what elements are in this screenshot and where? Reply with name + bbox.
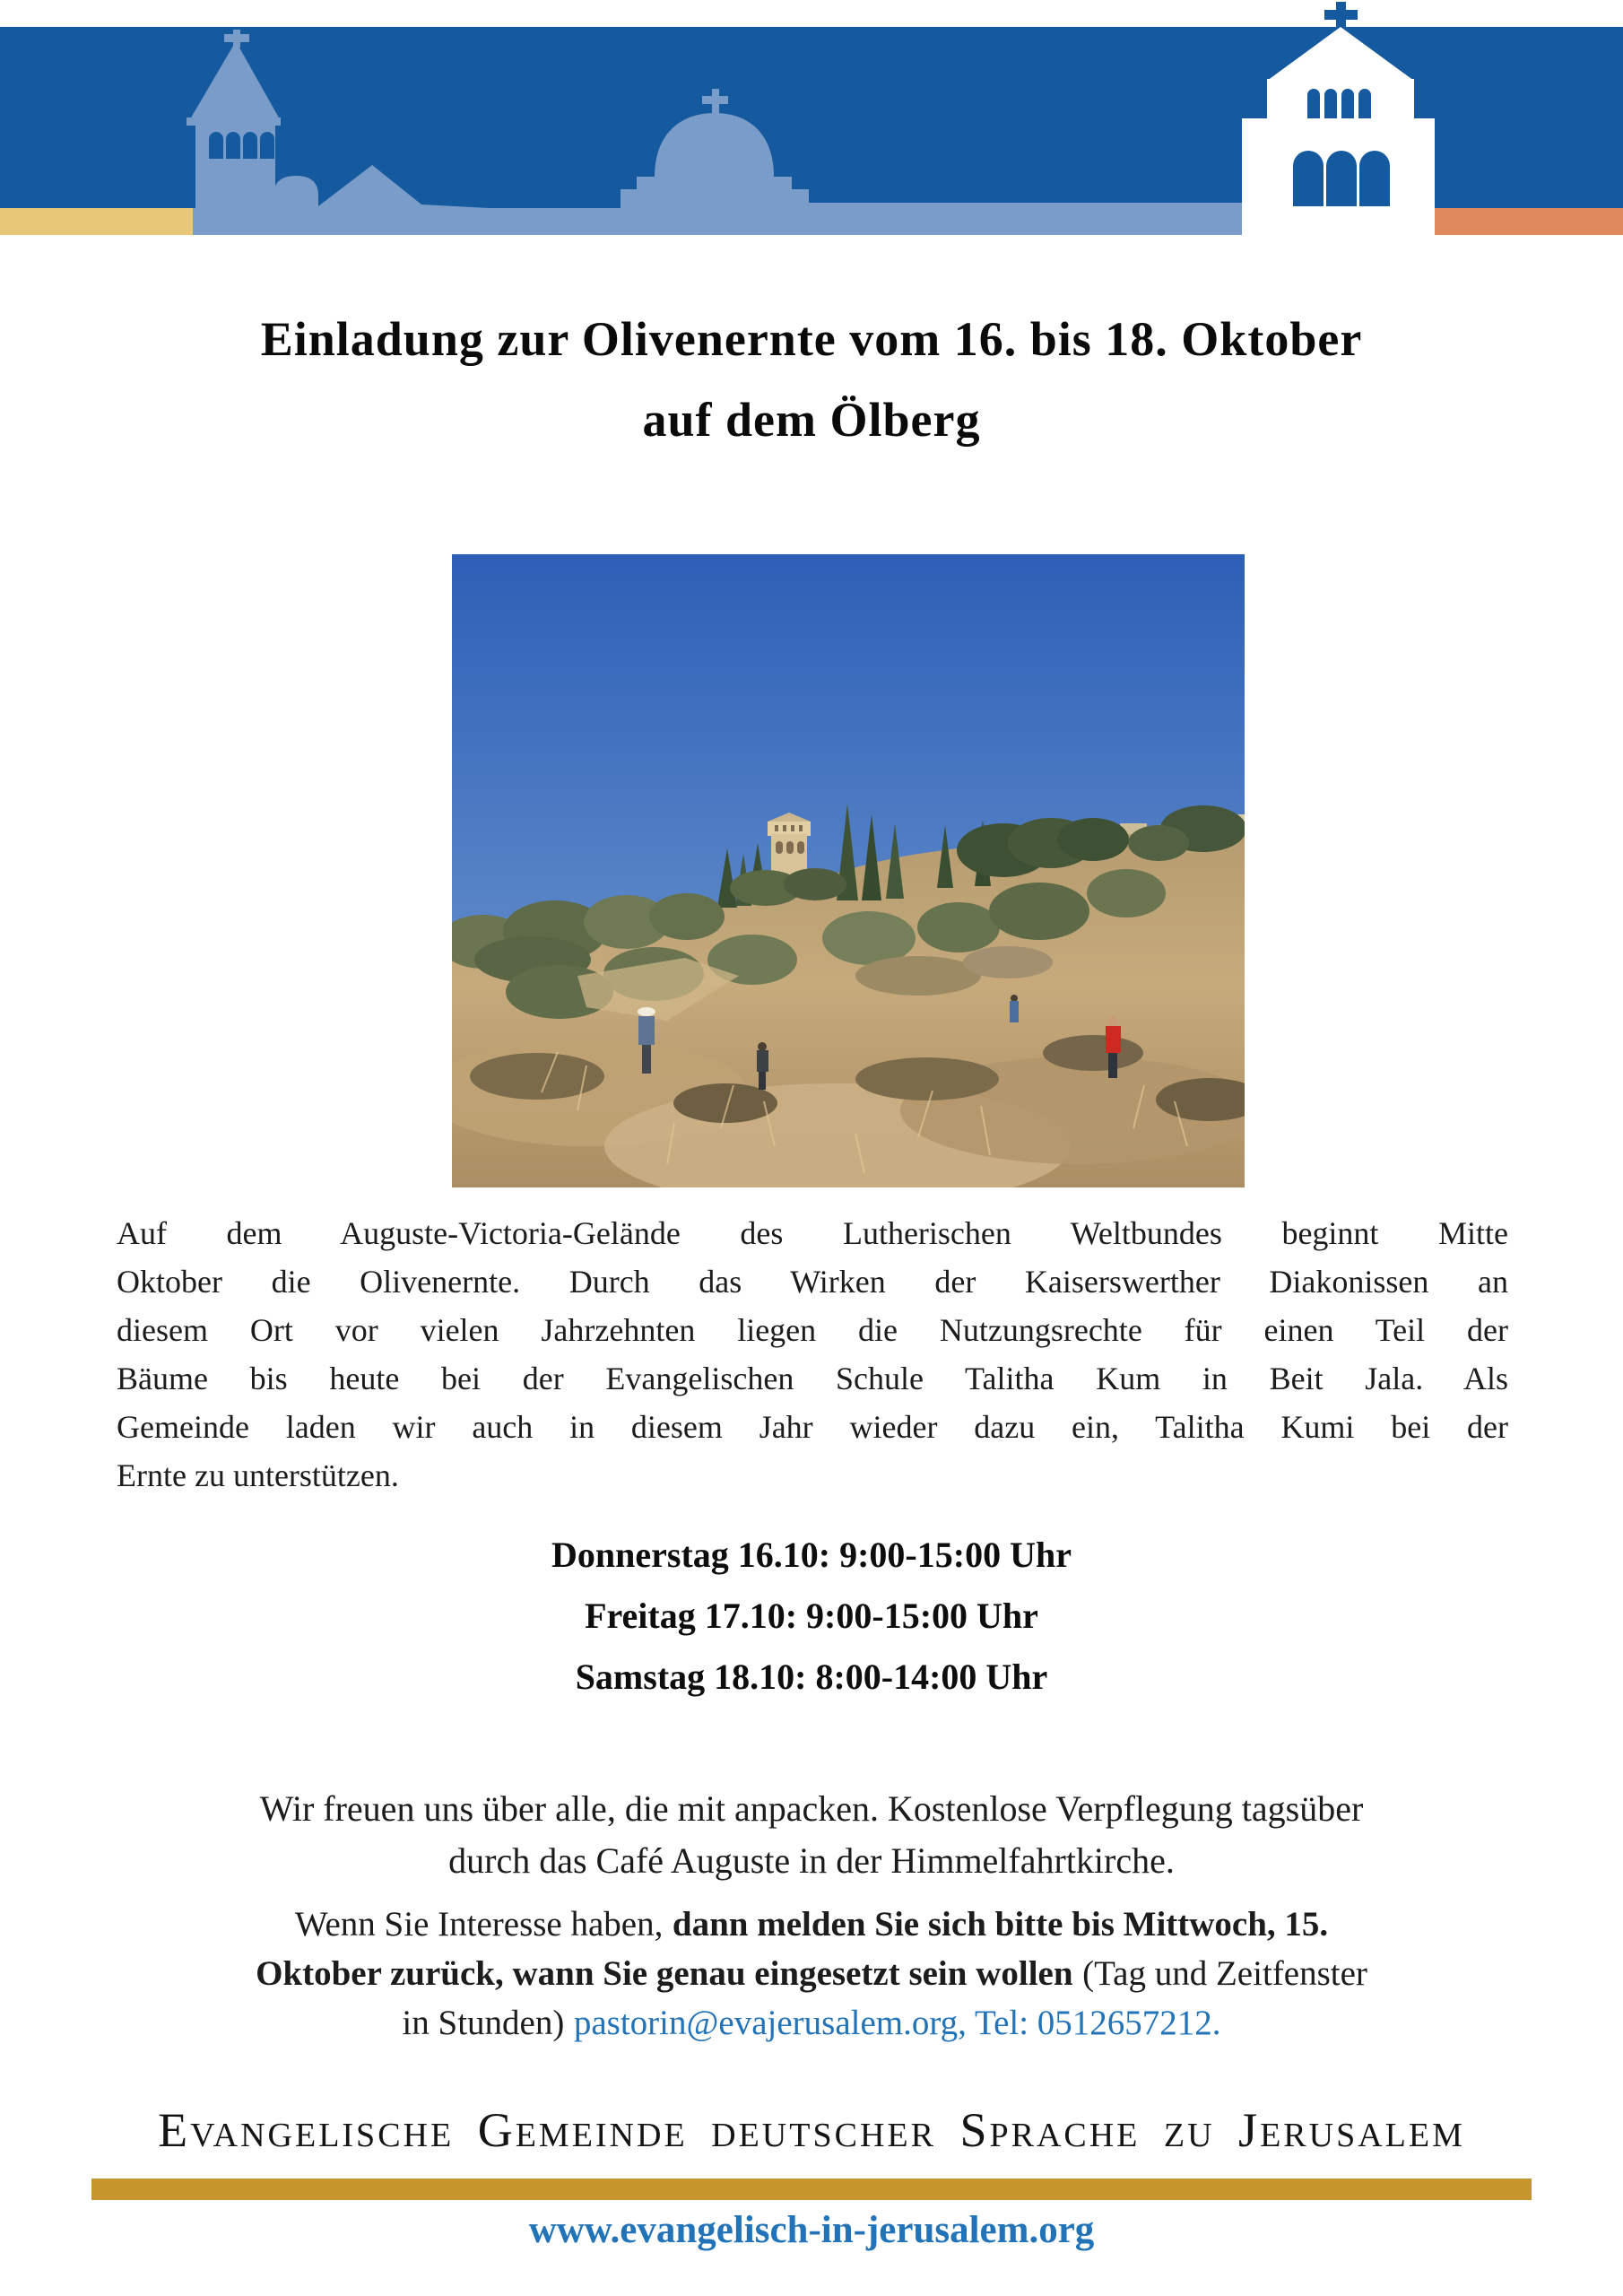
paragraph-line: Gemeinde laden wir auch in diesem Jahr wieder dazu ein, Talitha Kumi bei der xyxy=(117,1409,1508,1445)
paragraph-line: Bäume bis heute bei der Evangelischen Schule Talitha Kum in Beit Jala. Als xyxy=(117,1361,1508,1396)
info-line: durch das Café Auguste in der Himmelfahrtkirche. xyxy=(448,1840,1175,1881)
contact-line-3 xyxy=(0,1998,1623,2048)
organization-name: Evangelische Gemeinde deutscher Sprache zu Jerusalem xyxy=(158,2103,1465,2157)
paragraph-line: Auf dem Auguste-Victoria-Gelände des Lutherischen Weltbundes beginnt Mitte xyxy=(117,1215,1508,1251)
contact-email-link[interactable]: pastorin@evajerusalem.org, Tel: 0512657212. xyxy=(573,2004,1221,2042)
contact-line1-bold: dann melden Sie sich bitte bis Mittwoch, 15. xyxy=(672,1905,1329,1944)
schedule-line-saturday: Samstag 18.10: 8:00-14:00 Uhr xyxy=(575,1657,1048,1697)
contact-line1-regular: Wenn Sie Interesse haben, xyxy=(294,1905,664,1944)
harvest-schedule xyxy=(0,1525,1623,1708)
website-link[interactable]: www.evangelisch-in-jerusalem.org xyxy=(528,2209,1095,2251)
schedule-line-thursday: Donnerstag 16.10: 9:00-15:00 Uhr xyxy=(551,1535,1072,1575)
header-banner xyxy=(0,0,1623,235)
contact-line-1 xyxy=(0,1900,1623,1949)
right-tower-windows xyxy=(1293,151,1390,206)
contact-line2-regular: (Tag und Zeitfenster xyxy=(1082,1954,1367,1993)
paragraph-line: Oktober die Olivenernte. Durch das Wirken der Kaiserswerther Diakonissen an xyxy=(117,1264,1508,1300)
contact-line-2 xyxy=(0,1949,1623,1998)
page-title xyxy=(0,299,1623,460)
paragraph-line: diesem Ort vor vielen Jahrzehnten liegen die Nutzungsrechte für einen Teil der xyxy=(117,1312,1508,1348)
schedule-line-friday: Freitag 17.10: 9:00-15:00 Uhr xyxy=(585,1596,1038,1636)
contact-line2-bold: Oktober zurück, wann Sie genau eingesetzt sein wollen xyxy=(256,1954,1073,1993)
skyline-hill-dome xyxy=(273,176,318,235)
contact-line3-regular: in Stunden) xyxy=(402,2004,565,2042)
contact-text xyxy=(0,1900,1623,2048)
yellow-stripe xyxy=(0,208,193,235)
info-text xyxy=(0,1783,1623,1887)
orange-stripe xyxy=(1435,208,1623,235)
info-line: Wir freuen uns über alle, die mit anpacken. Kostenlose Verpflegung tagsüber xyxy=(259,1788,1364,1829)
title-line-1: Einladung zur Olivenernte vom 16. bis 18. Oktober xyxy=(260,312,1363,366)
olive-harvest-photo xyxy=(452,554,1245,1187)
skyline-rooftops xyxy=(809,203,1242,235)
title-line-2: auf dem Ölberg xyxy=(642,393,981,447)
paragraph-line: Ernte zu unterstützen. xyxy=(117,1457,399,1493)
photo-person-mid xyxy=(1010,995,1019,1022)
intro-paragraph xyxy=(117,1209,1508,1500)
footer-gold-bar xyxy=(91,2179,1532,2200)
